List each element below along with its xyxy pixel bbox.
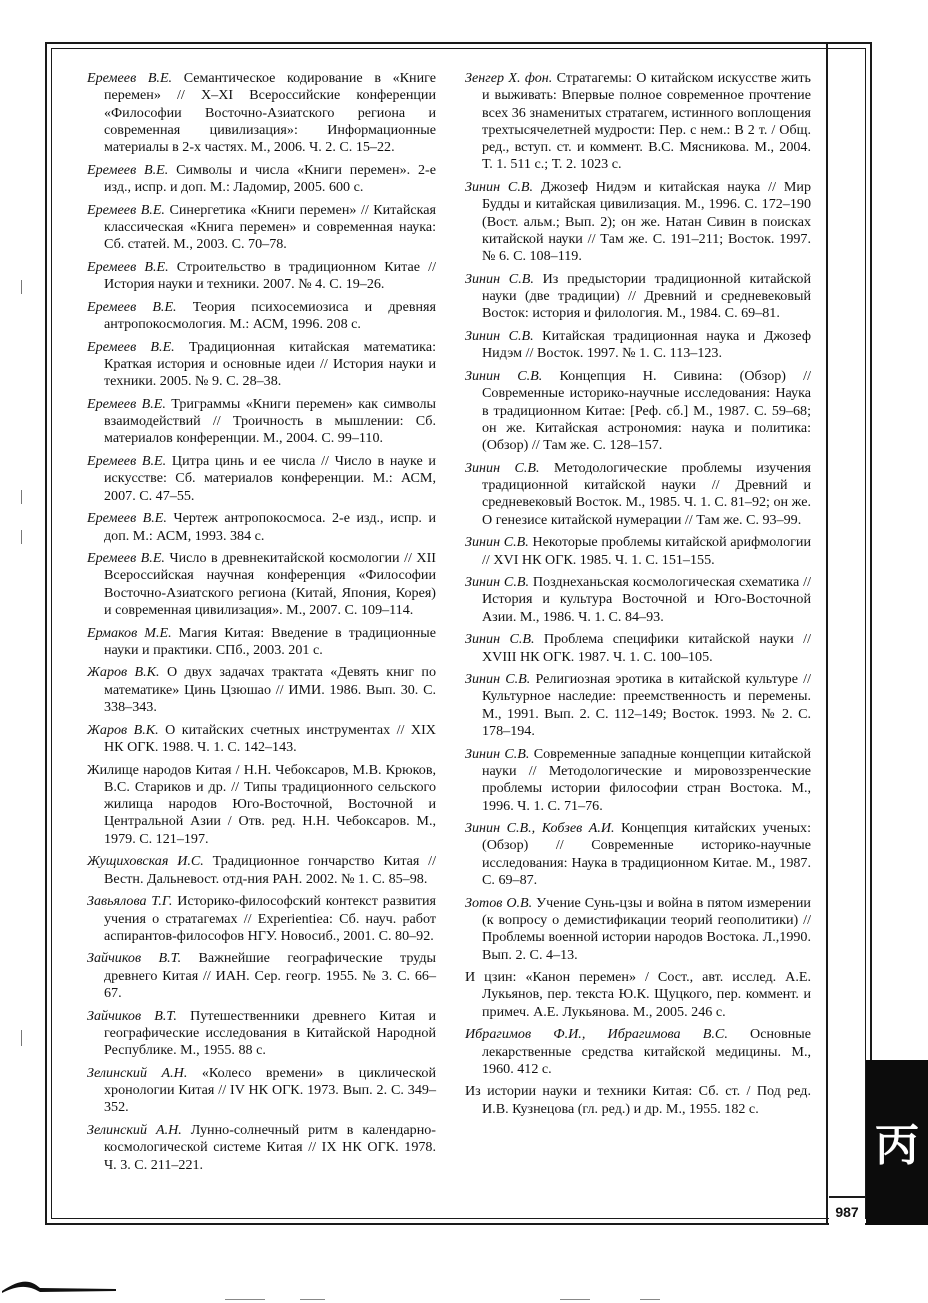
entry-author: Жаров В.К. <box>87 721 159 738</box>
entry-author: Зинин С.В. <box>465 534 529 551</box>
margin-rule <box>826 42 828 1225</box>
scan-artifact-swoosh-icon <box>0 1275 120 1297</box>
entry-text: «Колесо времени» в циклической хронологии Китая // IV НК ОГК. 1973. Вып. 2. С. 349–352. <box>104 1064 436 1116</box>
entry-author: Зенгер Х. фон. <box>465 70 553 86</box>
bibliography-entry <box>87 664 436 716</box>
bibliography-entry <box>87 893 436 945</box>
entry-author: Еремеев В.Е. <box>87 338 175 355</box>
bibliography-entry <box>465 1026 811 1078</box>
bibliography-entry <box>465 368 811 454</box>
bibliography-entry <box>465 820 811 889</box>
entry-text: Важнейшие географические труды древнего Китая // ИАН. Сер. геогр. 1955. № 3. С. 66–67. <box>104 950 436 1001</box>
entry-author: Ибрагимов Ф.И., Ибрагимова В.С. <box>465 1026 728 1043</box>
entry-author: Зинин С.В. <box>465 367 543 384</box>
page-number: 987 <box>829 1196 865 1226</box>
scan-artifact-line <box>225 1299 265 1300</box>
entry-author: Еремеев В.Е. <box>87 510 167 527</box>
entry-text: Теория психосемиозиса и древняя антропокосмология. М.: АСМ, 1996. 208 с. <box>104 298 436 333</box>
scan-artifact-line <box>300 1299 325 1300</box>
entry-text: Историко-философский контекст развития учения о стратагемах // Experientiea: Сб. науч. работ аспирантов-философов НГУ. Новосиб., 2001. С. 80–92. <box>104 893 436 944</box>
entry-text: Китайская традиционная наука и Джозеф Нидэм // Восток. 1997. № 1. С. 113–123. <box>482 328 811 362</box>
entry-author: Зинин С.В. <box>465 671 531 688</box>
entry-text: И цзин: «Канон перемен» / Сост., авт. исслед. А.Е. Лукьянов, пер. текста Ю.К. Щуцкого, пер. коммент. и примеч. А.Е. Лукьянова. М., 2005. 246 с. <box>465 969 811 1020</box>
bibliography-entry <box>87 950 436 1002</box>
bibliography-entry <box>87 1122 436 1174</box>
bibliography-column-right <box>465 70 811 1123</box>
bibliography-entry <box>465 1083 811 1118</box>
entry-text: Религиозная эротика в китайской культуре // Культурное наследие: преемственность и перемены. М., 1991. Вып. 2. С. 112–149; Восток. 1993. № 2. С. 178–194. <box>482 671 811 740</box>
entry-author: Зинин С.В. <box>465 631 535 648</box>
bibliography-entry <box>87 625 436 660</box>
scan-mark <box>21 530 22 544</box>
entry-author: Зайчиков В.Т. <box>87 1007 177 1024</box>
bibliography-entry <box>87 299 436 334</box>
entry-author: Ермаков М.Е. <box>87 624 172 641</box>
entry-author: Еремеев В.Е. <box>87 453 167 470</box>
entry-author: Зинин С.В. <box>465 745 530 762</box>
entry-text: Традиционное гончарство Китая // Вестн. Дальневост. отд-ния РАН. 2002. № 1. С. 85–98. <box>104 853 436 887</box>
entry-author: Жущиховская И.С. <box>87 853 204 870</box>
bibliography-column-left <box>87 70 436 1179</box>
bibliography-entry <box>465 969 811 1021</box>
entry-author: Еремеев В.Е. <box>87 550 165 567</box>
bibliography-entry <box>465 671 811 740</box>
entry-text: Стратагемы: О китайском искусстве жить и выживать: Впервые полное современное прочтение всех 36 знаменитых стратагем, истинного воплощения трехтысячелетней мудрости: Пер. с нем.: В 2 т. / Общ. ред., вступ. ст. и коммент. В.С. Мясникова. М., 2004. Т. 1. 511 с.; Т. 2. 1023 с. <box>482 70 811 173</box>
bibliography-entry <box>465 179 811 265</box>
entry-text: Лунно-солнечный ритм в календарно-космологической системе Китая // IX НК ОГК. 1978. Ч. 3. С. 211–221. <box>104 1121 436 1173</box>
bibliography-entry <box>87 722 436 757</box>
entry-text: Чертеж антропокосмоса. 2-е изд., испр. и доп. М.: АСМ, 1993. 384 с. <box>104 510 436 544</box>
entry-text: Некоторые проблемы китайской арифмологии // XVI НК ОГК. 1985. Ч. 1. С. 151–155. <box>482 534 811 568</box>
bibliography-entry <box>87 259 436 294</box>
bibliography-entry <box>87 1008 436 1060</box>
bibliography-entry <box>465 746 811 815</box>
entry-author: Зинин С.В. <box>465 574 529 591</box>
bibliography-entry <box>87 550 436 619</box>
entry-text: Учение Сунь-цзы и война в пятом измерении (к вопросу о демистификации теорий геополитики) // Проблемы военной истории народов Востока. Л.,1990. Вып. 2. С. 4–13. <box>482 894 811 963</box>
entry-text: О двух задачах трактата «Девять книг по математике» Цинь Цзюшао // ИМИ. 1986. Вып. 30. С. 338–343. <box>104 664 436 716</box>
entry-text: Строительство в традиционном Китае // История науки и техники. 2007. № 4. С. 19–26. <box>104 258 436 293</box>
entry-text: Проблема специфики китайской науки // XVIII НК ОГК. 1987. Ч. 1. С. 100–105. <box>482 631 811 665</box>
bibliography-entry <box>87 453 436 505</box>
entry-text: Магия Китая: Введение в традиционные науки и практики. СПб., 2003. 201 с. <box>104 624 437 658</box>
scan-mark <box>21 1030 22 1046</box>
entry-text: Концепция китайских ученых: (Обзор) // Современные историко-научные исследования: Наука в традиционном Китае. М., 1987. С. 69–87. <box>482 820 811 889</box>
bibliography-entry <box>87 853 436 888</box>
bibliography-entry <box>465 460 811 529</box>
entry-author: Еремеев В.Е. <box>87 161 169 178</box>
bibliography-entry <box>465 70 811 174</box>
entry-text: О китайских счетных инструментах // XIX НК ОГК. 1988. Ч. 1. С. 142–143. <box>104 721 436 755</box>
entry-text: Традиционная китайская математика: Краткая история и основные идеи // История науки и техники. 2005. № 9. С. 28–38. <box>104 338 436 390</box>
entry-text: Методологические проблемы изучения традиционной китайской науки // Древний и средневековый Восток. М., 1985. Ч. 1. С. 81–92; он же. О генезисе китайской нумерации // Там же. С. 93–99. <box>482 459 811 528</box>
entry-author: Зайчиков В.Т. <box>87 950 182 967</box>
entry-text: Синергетика «Книги перемен» // Китайская классическая «Книга перемен» и современная наука: Сб. статей. М., 2003. С. 70–78. <box>104 201 436 253</box>
bibliography-entry <box>87 339 436 391</box>
bibliography-entry <box>465 534 811 569</box>
bibliography-entry <box>87 70 436 156</box>
entry-author: Зелинский А.Н. <box>87 1121 182 1138</box>
bibliography-entry <box>87 396 436 448</box>
scan-artifact-line <box>560 1299 590 1300</box>
entry-author: Зинин С.В., Кобзев А.И. <box>465 820 615 837</box>
entry-text: Современные западные концепции китайской науки // Методологические и мировоззренческие проблемы истории философии стран Востока. М., 1996. Ч. 1. С. 71–76. <box>482 745 811 814</box>
entry-author: Зинин С.В. <box>465 459 540 476</box>
entry-author: Зинин С.В. <box>465 270 534 287</box>
entry-text: Джозеф Нидэм и китайская наука // Мир Будды и китайская цивилизация. М., 1996. С. 172–190 (Вост. альм.; Вып. 2); он же. Натан Сивин в поисках китайской науки // Там же. С. 191–211; Восток. 1997. № 6. С. 108–119. <box>482 179 811 265</box>
bibliography-entry <box>87 1065 436 1117</box>
bibliography-entry <box>87 162 436 197</box>
entry-text: Цитра цинь и ее числа // Число в науке и искусстве: Сб. материалов конференции. М.: АСМ, 2007. С. 47–55. <box>104 453 436 504</box>
bibliography-entry <box>87 202 436 254</box>
entry-text: Позднеханьская космологическая схематика // История и культура Восточной и Юго-Восточной Азии. М., 1986. Ч. 1. С. 84–93. <box>482 574 811 625</box>
entry-text: Жилище народов Китая / Н.Н. Чебоксаров, М.В. Крюков, В.С. Стариков и др. // Типы традиционного сельского жилища народов Юго-Восточной, Восточной и Центральной Азии / Отв. ред. Н.Н. Чебоксаров. М., 1979. С. 121–197. <box>87 761 436 847</box>
bibliography-entry <box>87 510 436 545</box>
entry-text: Основные лекарственные средства китайской медицины. М., 1960. 412 с. <box>482 1026 811 1077</box>
entry-author: Еремеев В.Е. <box>87 395 166 412</box>
bibliography-entry <box>465 631 811 666</box>
entry-text: Число в древнекитайской космологии // XII Всероссийская научная конференция «Философии Восточно-Азиатского региона (Китай, Япония, Корея) и современная цивилизация». М., 2007. С. 109–114. <box>104 550 436 618</box>
entry-author: Еремеев В.Е. <box>87 70 173 86</box>
entry-author: Завьялова Т.Г. <box>87 893 173 910</box>
entry-text: Триграммы «Книги перемен» как символы взаимодействий // Троичность в мышлении: Сб. материалов конференции. М., 2004. С. 99–110. <box>104 395 436 447</box>
entry-text: Семантическое кодирование в «Книге перемен» // X–XI Всероссийские конференции «Философии Восточно-Азиатского региона и современная цивилизация»: Информационные материалы в 2-х частях. М., 2006. Ч. 2. С. 15–22. <box>104 70 436 156</box>
bibliography-entry <box>465 895 811 964</box>
entry-author: Еремеев В.Е. <box>87 258 169 275</box>
entry-author: Еремеев В.Е. <box>87 201 165 218</box>
scan-mark <box>21 490 22 504</box>
bibliography-entry <box>465 271 811 323</box>
scan-artifact-line <box>640 1299 660 1300</box>
entry-author: Еремеев В.Е. <box>87 298 177 315</box>
scan-mark <box>21 280 22 294</box>
entry-text: Символы и числа «Книги перемен». 2-е изд., испр. и доп. М.: Ладомир, 2005. 600 с. <box>104 161 436 196</box>
bibliography-entry <box>465 574 811 626</box>
section-tab-glyph: 丙 <box>875 1120 919 1171</box>
entry-text: Из истории науки и техники Китая: Сб. ст. / Под ред. И.В. Кузнецова (гл. ред.) и др. М., 1955. 182 с. <box>465 1083 811 1117</box>
entry-author: Зинин С.В. <box>465 179 533 196</box>
entry-text: Концепция Н. Сивина: (Обзор) // Современные историко-научные исследования: Наука в традиционном Китае: [Реф. сб.] М., 1987. С. 59–68; он же. Китайская астрономия: наука и политика: (Обзор) // Там же. С. 128–157. <box>482 367 811 454</box>
bibliography-entry <box>465 328 811 363</box>
entry-author: Зотов О.В. <box>465 894 533 911</box>
entry-author: Зелинский А.Н. <box>87 1064 188 1081</box>
entry-text: Путешественники древнего Китая и географические исследования в Китайской Народной Республике. М., 1955. 88 с. <box>104 1007 436 1059</box>
bibliography-entry <box>87 762 436 848</box>
entry-text: Из предыстории традиционной китайской науки (две традиции) // Древний и средневековый Восток: история и филология. М., 1984. С. 69–81. <box>482 270 811 322</box>
entry-author: Жаров В.К. <box>87 664 160 681</box>
entry-author: Зинин С.В. <box>465 328 534 345</box>
